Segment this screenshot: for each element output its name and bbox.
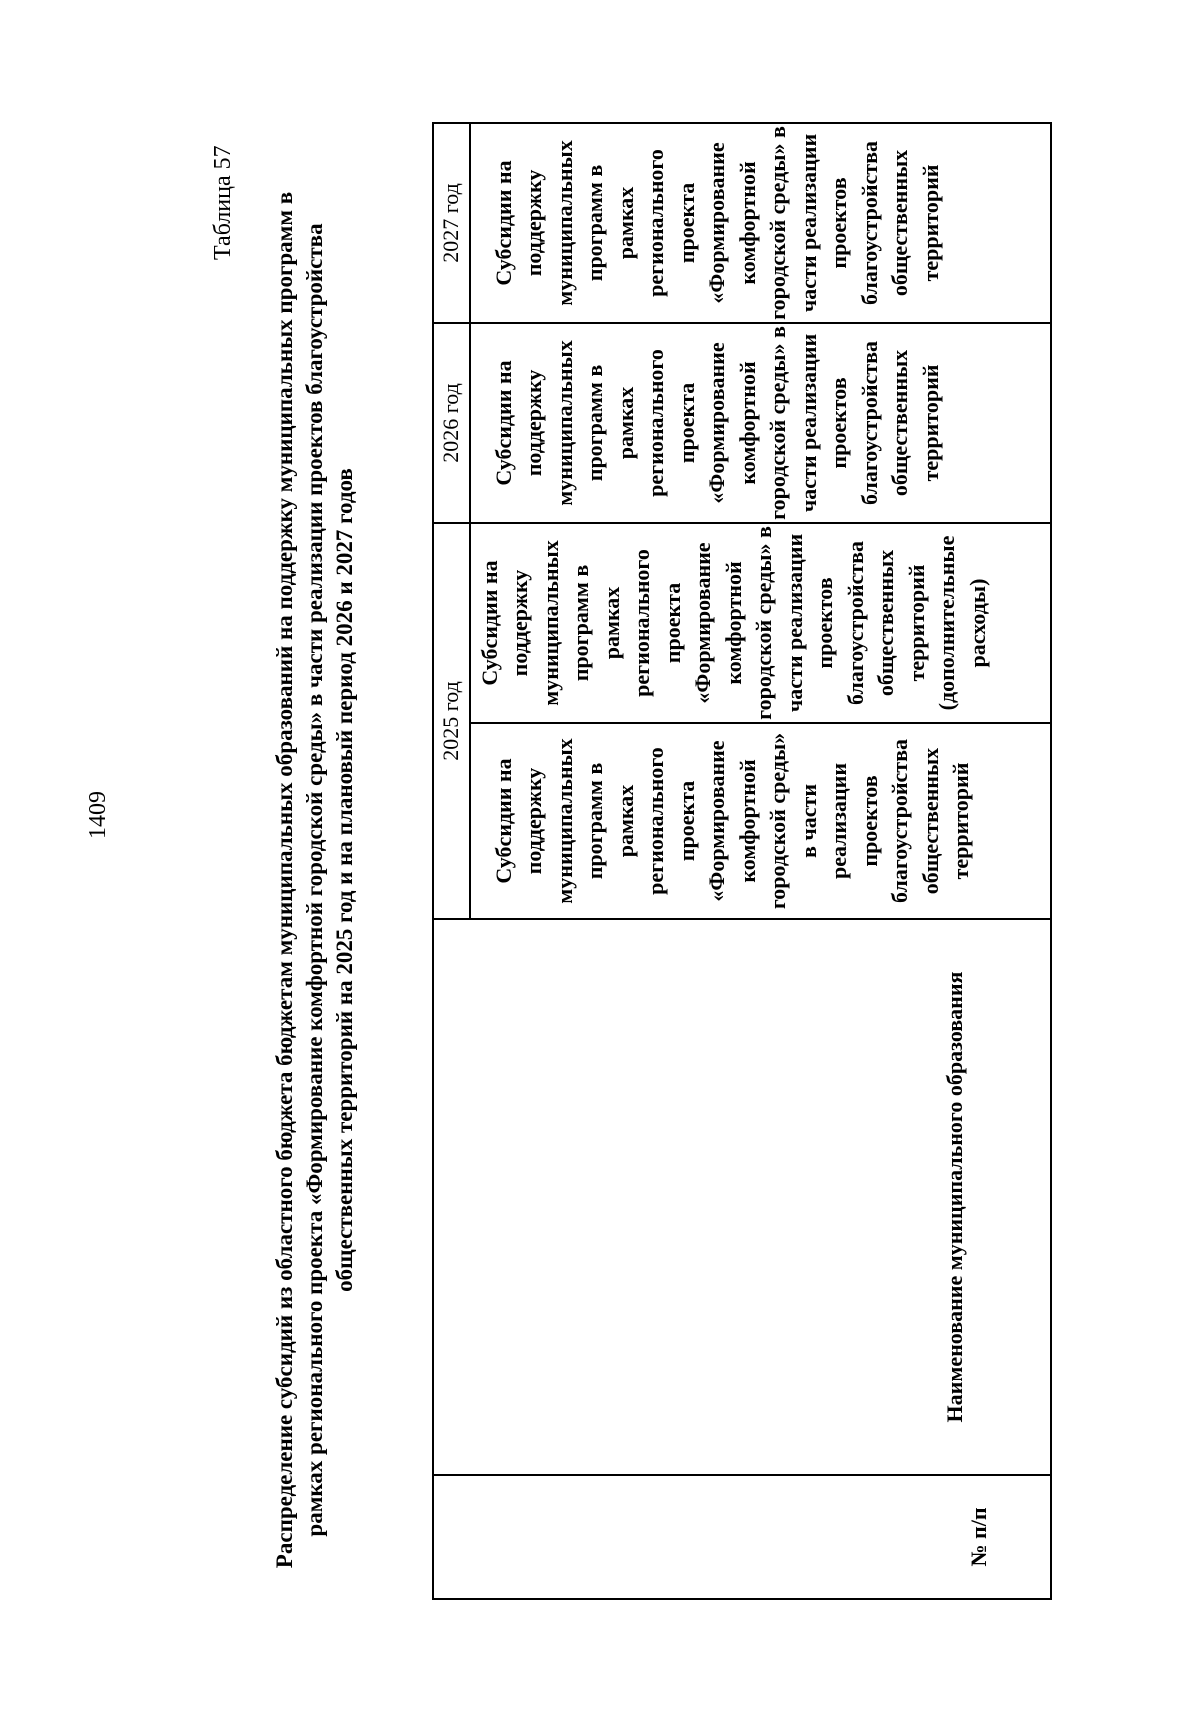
column-header-municipality-text: Наименование муниципального образования bbox=[941, 971, 967, 1423]
table-header-row-1 bbox=[433, 123, 470, 1599]
column-header-2027: 2027 год bbox=[433, 123, 470, 323]
subsidy-2026-text: Субсидии на поддержку муниципальных программ в рамках регионального проекта «Формирование комфортной городской среды» в части реализации проектов благоустройства общественных территорий bbox=[490, 326, 943, 520]
column-header-2027-subsidy bbox=[470, 123, 1052, 323]
column-header-2025-subsidy bbox=[470, 723, 1052, 919]
column-header-2026-subsidy bbox=[470, 323, 1052, 523]
column-header-2025: 2025 год bbox=[433, 523, 470, 919]
page-number: 1409 bbox=[85, 791, 111, 839]
subsidy-2027-text: Субсидии на поддержку муниципальных программ в рамках регионального проекта «Формирование комфортной городской среды» в части реализации проектов благоустройства общественных территорий bbox=[490, 126, 943, 320]
subsidy-table bbox=[432, 122, 1052, 1600]
column-header-municipality bbox=[433, 919, 1051, 1475]
column-header-number bbox=[433, 1475, 1051, 1599]
column-header-2026: 2026 год bbox=[433, 323, 470, 523]
document-title: Распределение субсидий из областного бюджета бюджетам муниципальных образований на поддержку муниципальных программ в рамках регионального проекта «Формирование комфортной городской среды» в части реализации проектов благоустройства общественных территорий на 2025 год и на плановый период 2026 и 2027 годов bbox=[272, 191, 357, 1569]
subsidy-2025-text: Субсидии на поддержку муниципальных программ в рамках регионального проекта «Формирование комфортной городской среды» в части реализации проектов благоустройства общественных территорий bbox=[490, 732, 973, 910]
column-header-number-text: № п/п bbox=[965, 1507, 991, 1567]
column-header-2025-subsidy-additional bbox=[470, 523, 1052, 723]
table-label: Таблица 57 bbox=[210, 145, 236, 260]
subsidy-2025-additional-text: Субсидии на поддержку муниципальных программ в рамках регионального проекта «Формирование комфортной городской среды» в части реализации проектов благоустройства общественных территорий (дополнительные расходы) bbox=[476, 526, 990, 720]
